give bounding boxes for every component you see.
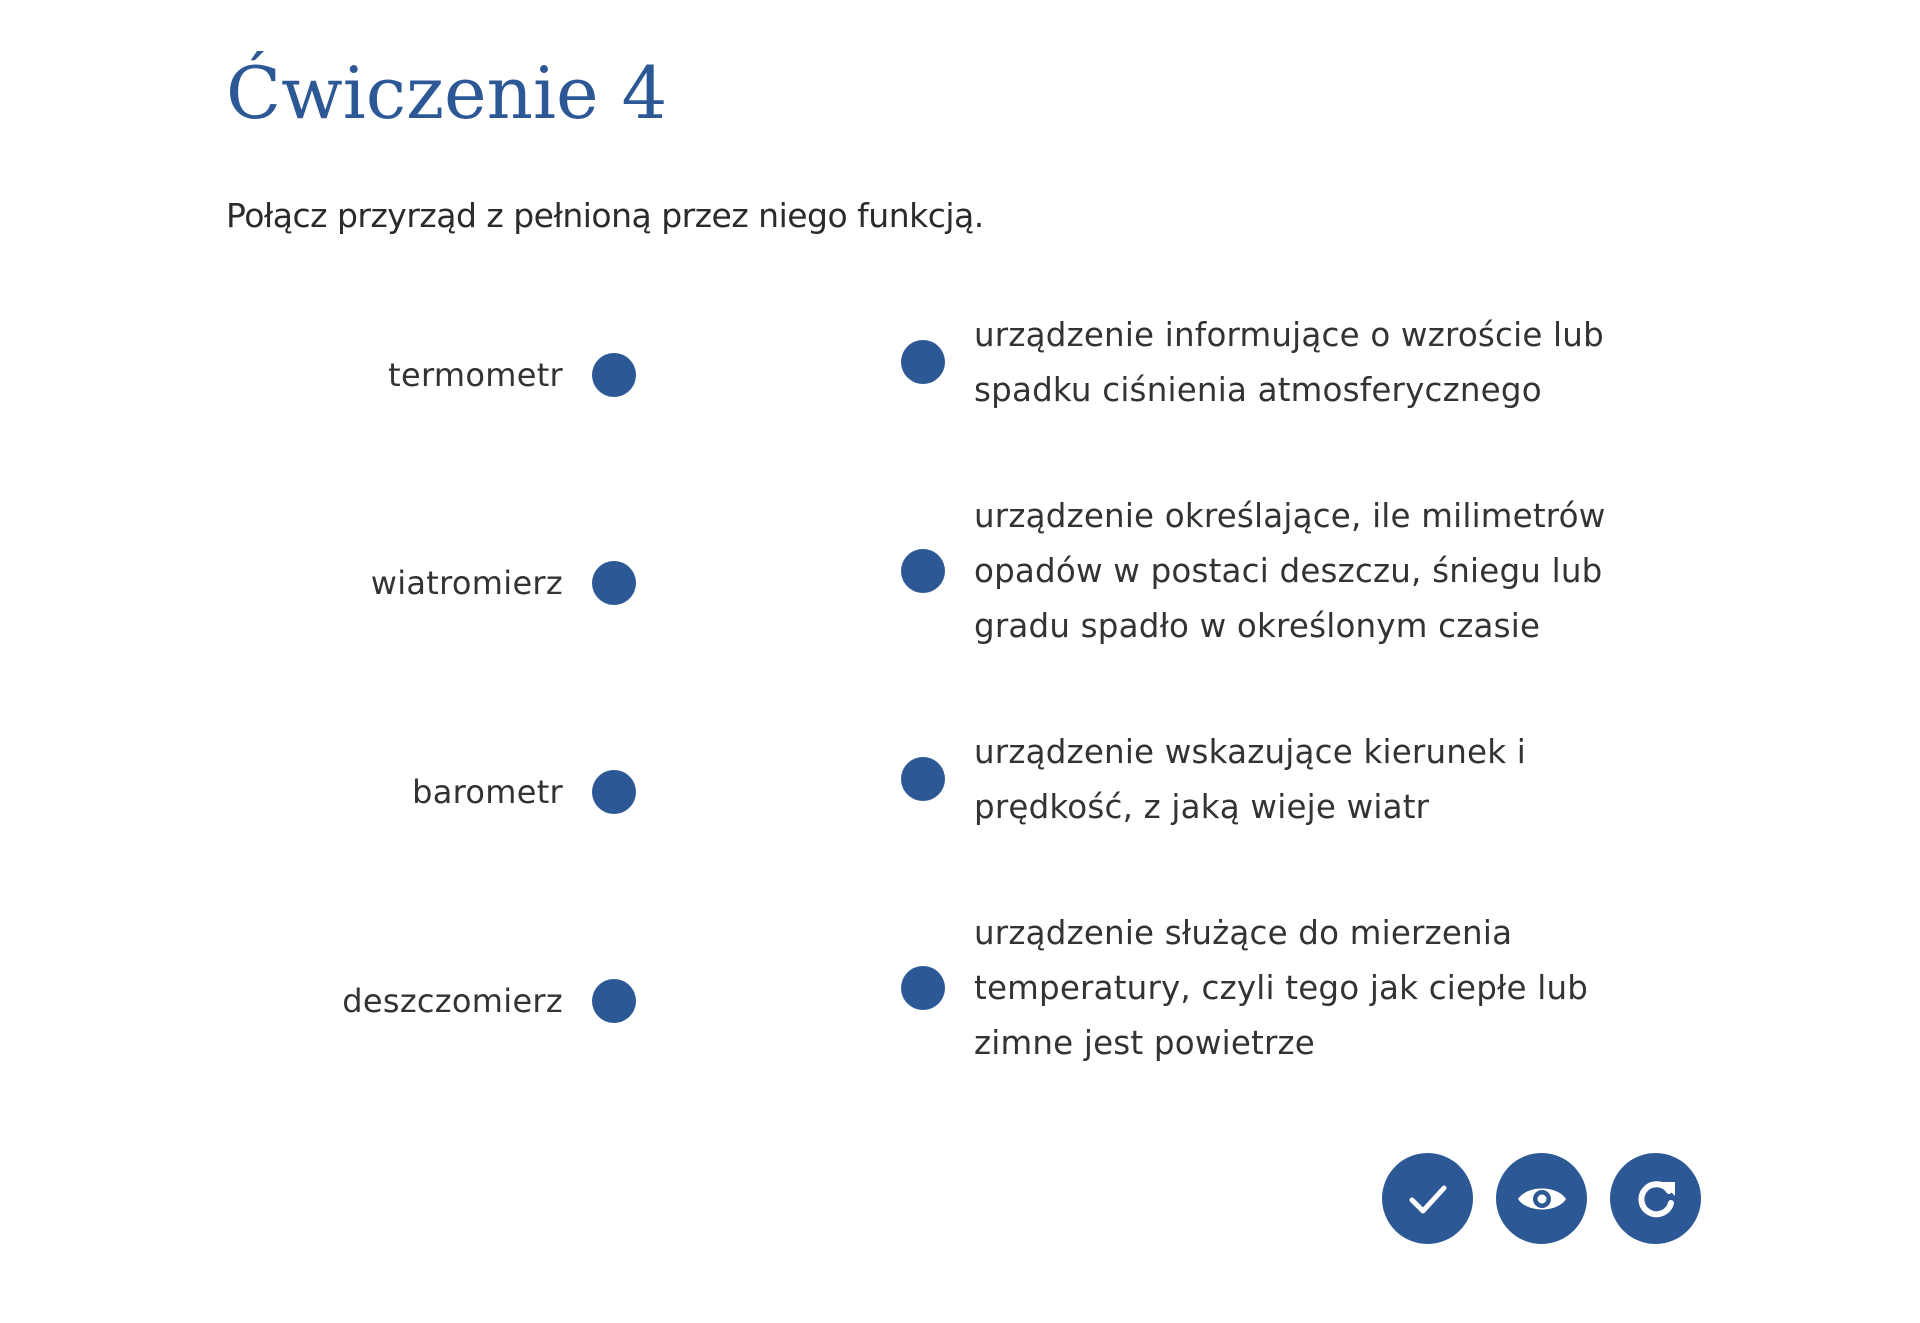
function-item-2: urządzenie określające, ile milimetrów opadów w postaci deszczu, śniegu lub gradu spadło w określonym czasie [974,497,1606,645]
instrument-label: barometr [412,773,563,811]
refresh-icon [1631,1174,1681,1224]
instrument-item-barometr [412,770,563,814]
check-button[interactable] [1382,1153,1473,1244]
function-connector-dot-1[interactable] [901,340,945,384]
exercise-instruction: Połącz przyrząd z pełnioną przez niego funkcją. [226,196,984,235]
eye-icon [1515,1179,1569,1219]
function-item-1: urządzenie informujące o wzroście lub spadku ciśnienia atmosferycznego [974,316,1604,409]
function-item-3: urządzenie wskazujące kierunek i prędkość, z jaką wieje wiatr [974,733,1527,826]
function-item-4: urządzenie służące do mierzenia temperatury, czyli tego jak ciepłe lub zimne jest powietrze [974,914,1589,1062]
instrument-connector-dot-termometr[interactable] [592,353,636,397]
function-connector-dot-2[interactable] [901,549,945,593]
instrument-item-deszczomierz [342,979,563,1023]
instrument-item-termometr [388,353,563,397]
instrument-connector-dot-deszczomierz[interactable] [592,979,636,1023]
instrument-connector-dot-wiatromierz[interactable] [592,561,636,605]
function-connector-dot-4[interactable] [901,966,945,1010]
instrument-connector-dot-barometr[interactable] [592,770,636,814]
exercise-controls [1382,1153,1701,1244]
instrument-label: termometr [388,356,563,394]
instrument-label: deszczomierz [342,982,563,1020]
reset-button[interactable] [1610,1153,1701,1244]
instrument-label: wiatromierz [370,564,563,602]
exercise-title: Ćwiczenie 4 [226,51,668,135]
function-connector-dot-3[interactable] [901,757,945,801]
show-answers-button[interactable] [1496,1153,1587,1244]
instrument-item-wiatromierz [371,561,563,605]
check-icon [1403,1174,1453,1224]
